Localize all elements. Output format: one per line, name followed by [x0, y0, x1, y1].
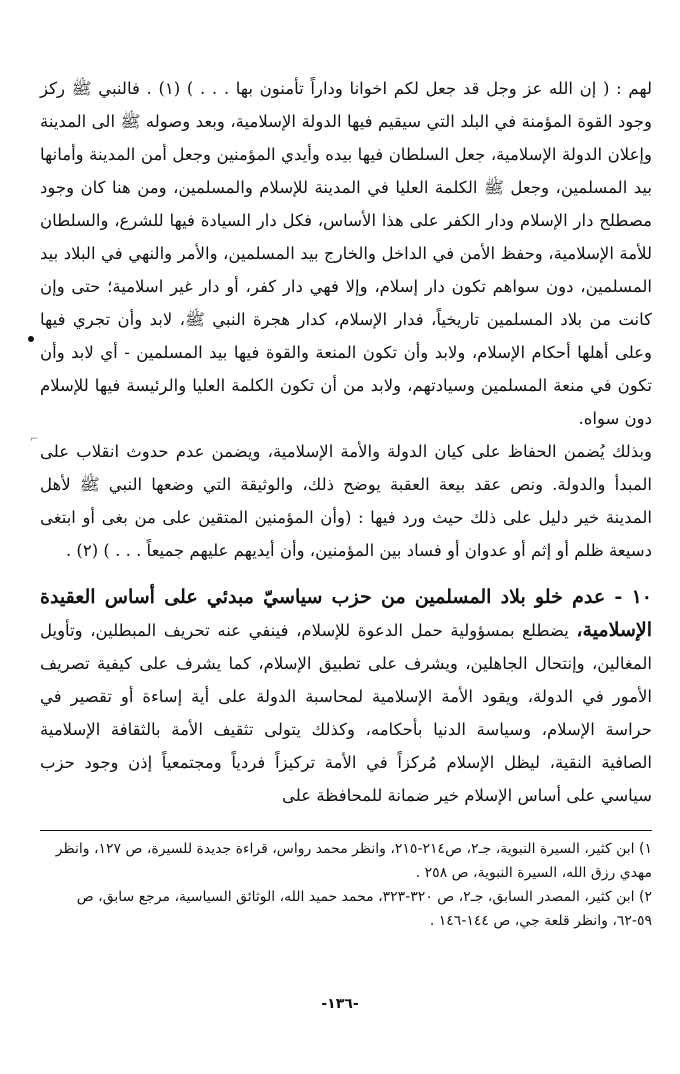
footnotes — [40, 837, 652, 933]
margin-mark: ⌐ — [30, 434, 39, 445]
footnote-1: ١) ابن كثير، السيرة النبوية، جـ٢، ص٢١٤-٢١٥، وانظر محمد رواس، قراءة جديدة للسيرة، ص ١٢٧، وانظر مهدي رزق الله، السيرة النبوية، ص ٢٥٨ . — [55, 841, 652, 881]
footnote-2: ٢) ابن كثير، المصدر السابق، جـ٢، ص ٣٢٠-٣٢٣، محمد حميد الله، الوثائق السياسية، مرجع سابق، ص ٥٩-٦٢، وانظر قلعة جي، ص ١٤٤-١٤٦ . — [76, 889, 652, 929]
body-text — [40, 72, 652, 567]
section-10 — [40, 581, 652, 812]
paragraph-1: لهم : ( إن الله عز وجل قد جعل لكم اخوانا وداراً تأمنون بها . . . ) (١) . فالنبي ﷺ ركز وجود القوة المؤمنة في البلد التي سيقيم فيها الدولة الإسلامية، وبعد وصوله ﷺ الى المدينة وإعلان الدولة الإسلامية، جعل السلطان فيها بيده وأيدي المؤمنين وجعل أمن المدينة وأمانها بيد المسلمين، وجعل ﷺ الكلمة العليا في المدينة للإسلام والمسلمين، ومن هنا كان وجود مصطلح دار الإسلام ودار الكفر على هذا الأساس، فكل دار السيادة فيها للشرع، والسلطان للأمة الإسلامية، وحفظ الأمن في الداخل والخارج بيد المسلمين، والأمر والنهي في البلاد بيد المسلمين، دون سواهم تكون دار إسلام، وإلا فهي دار كفر، أو دار غير اسلامية؛ حتى وإن كانت من بلاد المسلمين تاريخياً، فدار الإسلام، كدار هجرة النبي ﷺ، لابد وأن تجري فيها وعلى أهلها أحكام الإسلام، ولابد وأن تكون المنعة والقوة فيها بيد المسلمين - أي لابد وأن تكون في منعة المسلمين وسيادتهم، ولابد من أن تكون الكلمة العليا والرئيسة فيها للإسلام دون سواه. — [40, 79, 652, 428]
paragraph-2: وبذلك يُضمن الحفاظ على كيان الدولة والأمة الإسلامية، ويضمن عدم حدوث انقلاب على المبدأ والدولة. ونص عقد بيعة العقبة يوضح ذلك، والوثيقة التي وضعها النبي ﷺ لأهل المدينة خير دليل على ذلك حيث ورد فيها : (وأن المؤمنين المتقين على من بغى أو ابتغى دسيعة ظلم أو إثم أو عدوان أو فساد بين المؤمنين، وأن أيديهم عليهم جميعاً . . . ) (٢) . — [40, 442, 652, 560]
paragraph-3: يضطلع بمسؤولية حمل الدعوة للإسلام، فينفي عنه تحريف المبطلين، وتأويل المغالين، وإنتحال الجاهلين، ويشرف على تطبيق الإسلام، كما يشرف على كيفية تصريف الأمور في الدولة، ويقود الأمة الإسلامية لمحاسبة الدولة على أية إساءة أو تقصير في حراسة الإسلام، وسياسة الدنيا بأحكامه، وكذلك يتولى تثقيف الأمة بالثقافة الإسلامية الصافية النقية، ليظل الإسلام مُركزاً في الأمة تركيزاً فردياً ومجتمعياً إذن وجود حزب سياسي على أساس الإسلام خير ضمانة للمحافظة على — [40, 621, 652, 805]
footnote-divider — [40, 830, 652, 831]
page-number: -١٣٦- — [321, 996, 359, 1012]
margin-dot — [28, 336, 34, 342]
section-heading: ١٠ - عدم خلو بلاد المسلمين من حزب سياسيّ مبدئي على أساس العقيدة الإسلامية، — [40, 586, 652, 641]
